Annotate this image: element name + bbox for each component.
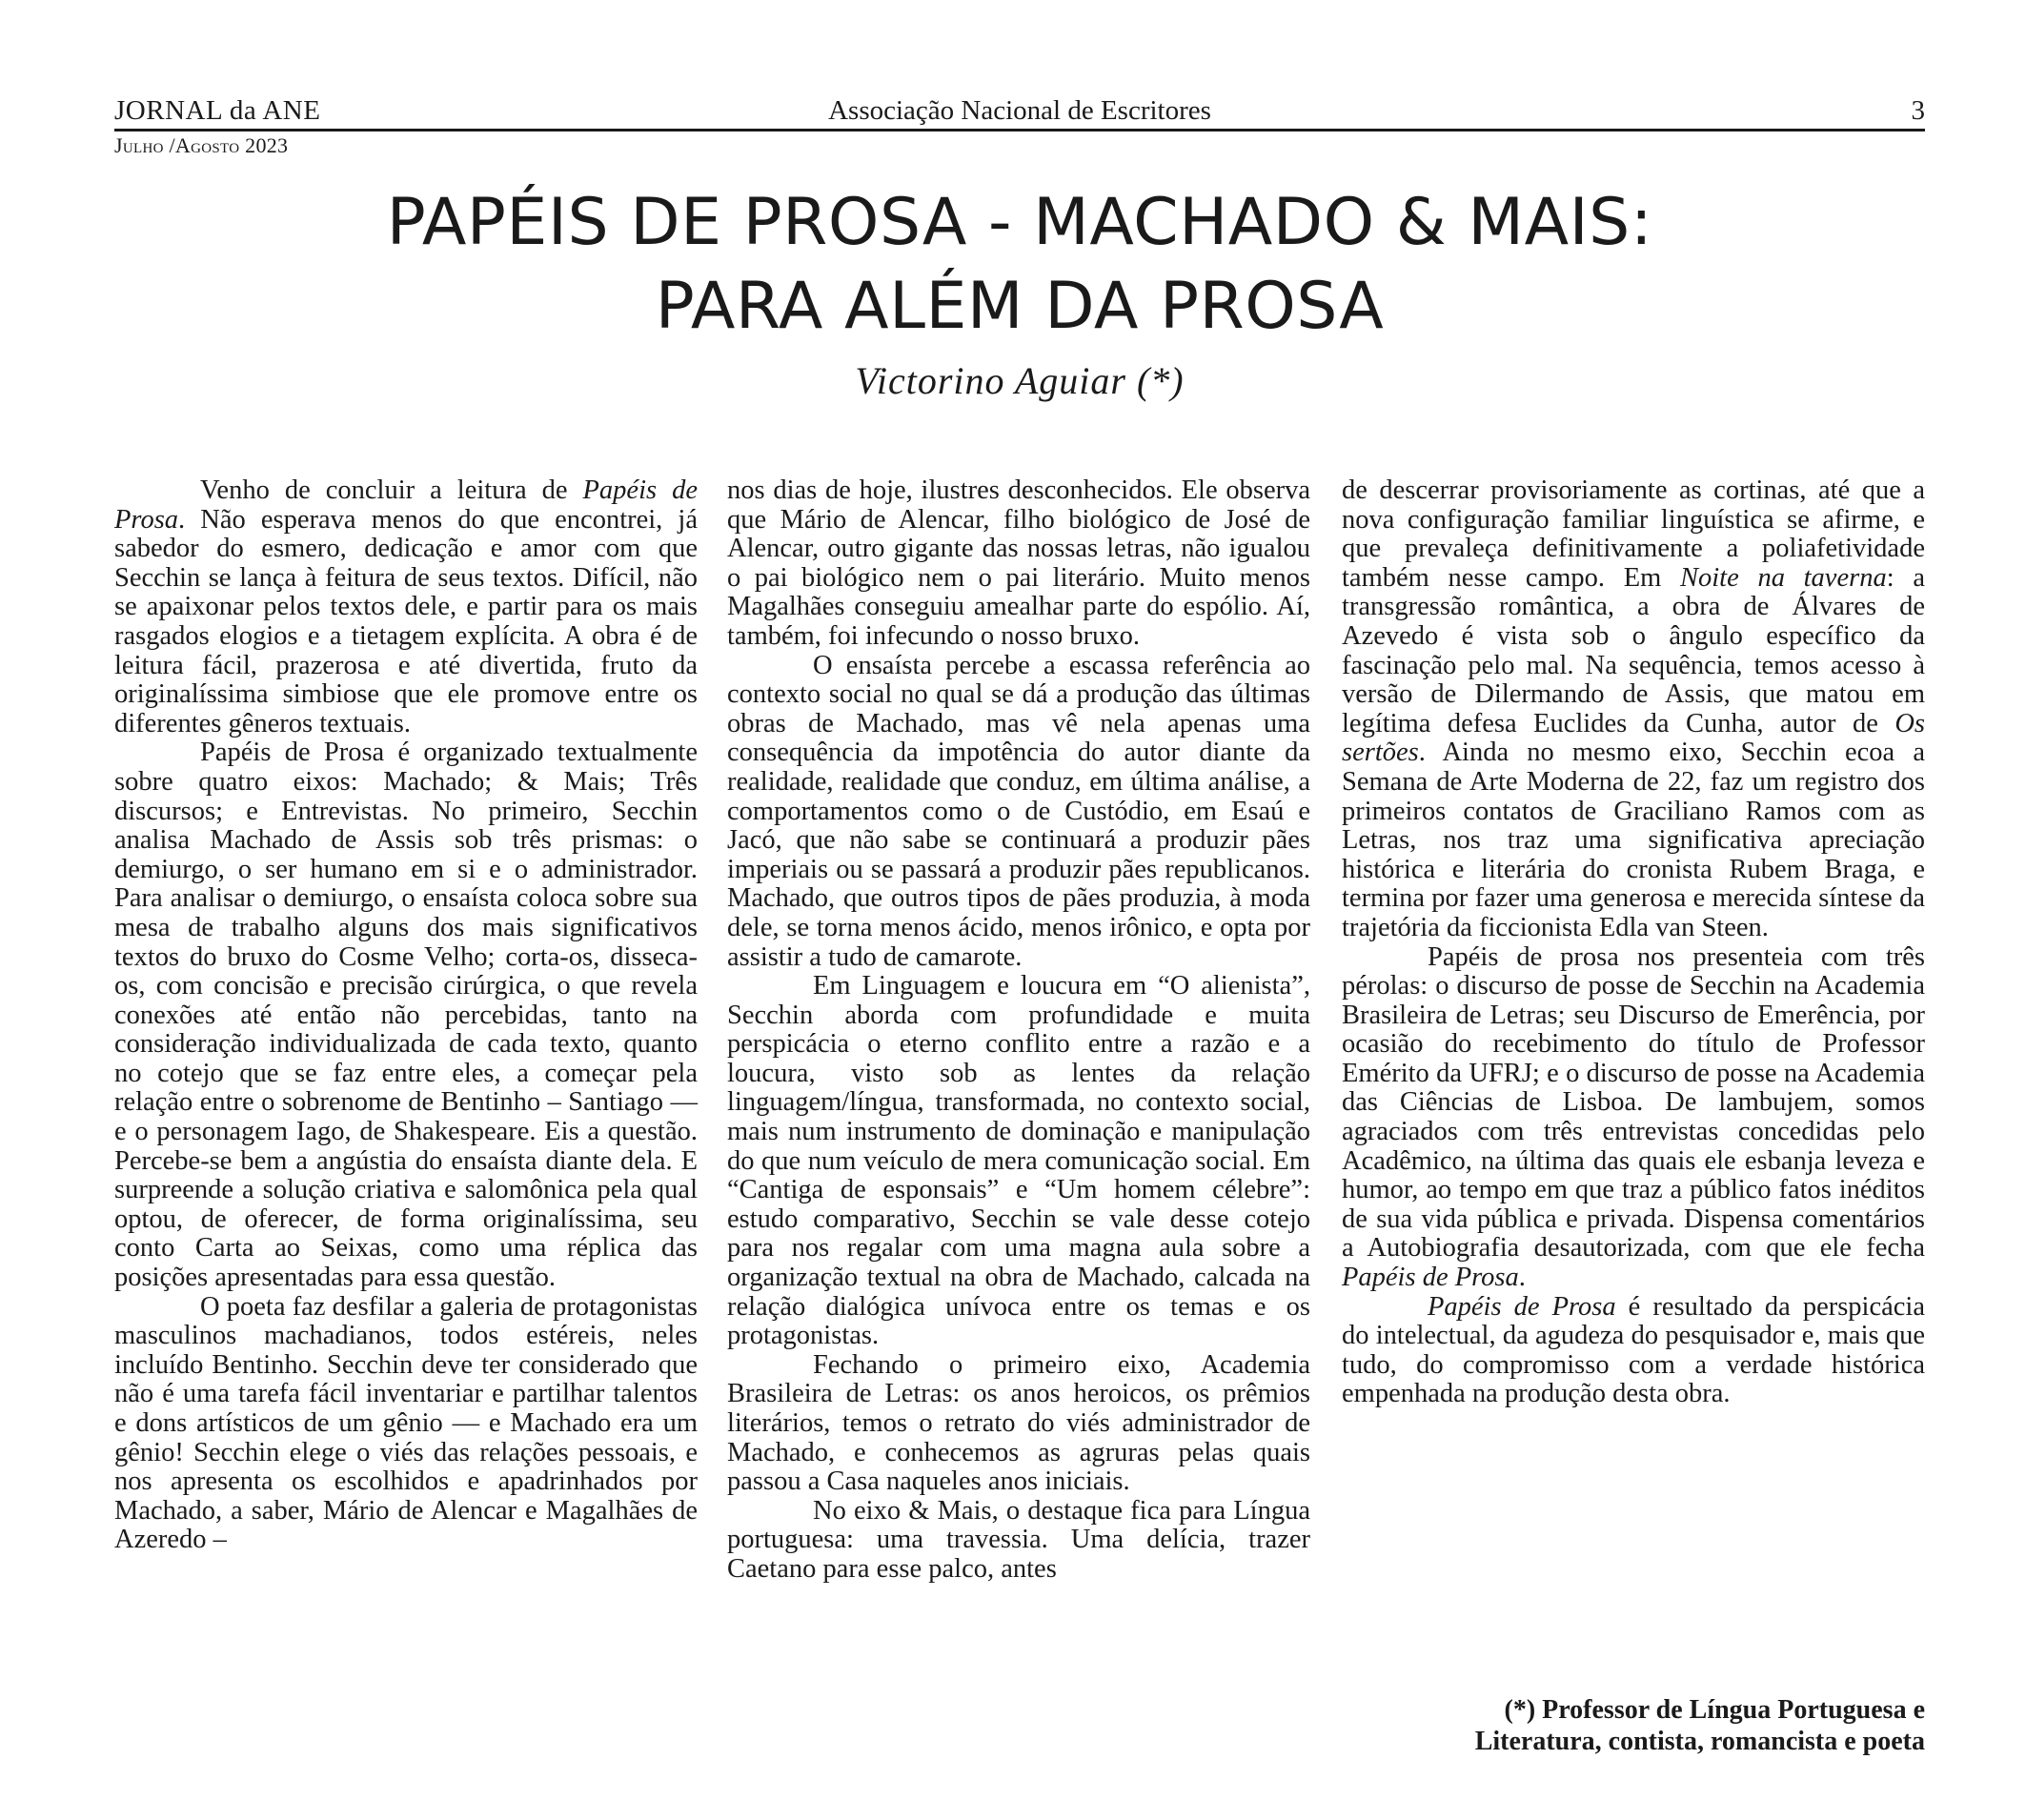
paragraph — [1342, 476, 1925, 943]
page-header — [114, 95, 1925, 128]
text-column-2 — [727, 476, 1310, 1585]
paragraph: O poeta faz desfilar a galeria de protagonistas masculinos machadianos, todos estéreis, neles incluído Bentinho. Secchin deve ter considerado que não é uma tarefa fácil inventariar e partilhar talentos e dons artísticos de um gênio — e Machado era um gênio! Secchin elege o viés das relações pessoais, e nos apresenta os escolhidos e apadrinhados por Machado, a saber, Mário de Alencar e Magalhães de Azeredo – — [114, 1291, 698, 1555]
paragraph — [1342, 943, 1925, 1293]
header-page-number: 3 — [1911, 95, 1925, 126]
text-run: . — [1518, 1263, 1526, 1293]
text-column-3 — [1342, 476, 1925, 1409]
text-run: de descerrar provisoriamente as cortinas, até que a nova configuração familiar linguística se afirme, e que prevaleça definitivamente a poliafetividade também nesse campo. Em — [1342, 475, 1925, 593]
text-run: : a transgressão romântica, a obra de Álvares de Azevedo é vista sob o ângulo específico da fascinação pelo mal. Na sequência, temos acesso à versão de Dilermando de Assis, que matou em legítima defesa Euclides da Cunha, autor de — [1342, 562, 1925, 738]
article-title-line1: PAPÉIS DE PROSA - MACHADO & MAIS: — [386, 185, 1653, 260]
article-byline: Victorino Aguiar (*) — [855, 359, 1185, 402]
italic-text: Noite na taverna — [1680, 562, 1887, 593]
text-run: Venho de concluir a leitura de — [200, 475, 583, 505]
italic-text: Papéis de Prosa — [1428, 1291, 1616, 1322]
paragraph: nos dias de hoje, ilustres desconhecidos. Ele observa que Mário de Alencar, filho biológico de José de Alencar, outro gigante das nossas letras, não igualou o pai biológico nem o pai literário. Muito menos Magalhães conseguiu amealhar parte do espólio. Aí, também, foi infecundo o nosso bruxo. — [727, 475, 1310, 651]
italic-text: Papéis de Prosa — [1342, 1263, 1519, 1293]
author-footnote — [1342, 1694, 1925, 1757]
paragraph — [114, 476, 698, 738]
footnote-line2: Literatura, contista, romancista e poeta — [1474, 1727, 1925, 1756]
italic-text: Os sertões — [1342, 708, 1925, 768]
text-run: . Ainda no mesmo eixo, Secchin ecoa a Semana de Arte Moderna de 22, faz um registro dos primeiros contatos de Graciliano Ramos com as Letras, nos traz uma significativa apreciação histórica e literária do cronista Rubem Braga, e termina por fazer uma generosa e merecida síntese da trajetória da ficcionista Edla van Steen. — [1342, 738, 1925, 942]
text-run: é resultado da perspicácia do intelectual, da agudeza do pesquisador e, mais que tudo, do compromisso com a verdade histórica empenhada na produção desta obra. — [1342, 1291, 1925, 1409]
article-title — [114, 181, 1925, 349]
footnote-line1: (*) Professor de Língua Portuguesa e — [1504, 1695, 1925, 1725]
paragraph: O ensaísta percebe a escassa referência ao contexto social no qual se dá a produção das últimas obras de Machado, mas vê nela apenas uma consequência da impotência do autor diante da realidade, realidade que conduz, em última análise, a comportamentos como o de Custódio, em Esaú e Jacó, que não sabe se continuará a produzir pães imperiais ou se passará a produzir pães republicanos. Machado, que outros tipos de pães produzia, à moda dele, se torna menos ácido, menos irônico, e opta por assistir a tudo de camarote. — [727, 650, 1310, 972]
header-association-name: Associação Nacional de Escritores — [828, 95, 1211, 126]
text-run: . Não esperava menos do que encontrei, já sabedor do esmero, dedicação e amor com que Secchin se lança à feitura de seus textos. Difícil, não se apaixonar pelos textos dele, e partir para os mais rasgados elogios e a tietagem explícita. A obra é de leitura fácil, prazerosa e até divertida, fruto da originalíssima simbiose que ele promove entre os diferentes gêneros textuais. — [114, 504, 698, 738]
paragraph: No eixo & Mais, o destaque fica para Língua portuguesa: uma travessia. Uma delícia, trazer Caetano para esse palco, antes — [727, 1495, 1310, 1584]
article-title-line2: PARA ALÉM DA PROSA — [655, 269, 1385, 344]
header-date: Julho /Agosto 2023 — [114, 133, 289, 157]
paragraph: Fechando o primeiro eixo, Academia Brasileira de Letras: os anos heroicos, os prêmios literários, temos o retrato do viés administrador de Machado, e conhecemos as agruras pelas quais passou a Casa naqueles anos iniciais. — [727, 1349, 1310, 1497]
italic-text: Papéis de Prosa — [114, 475, 698, 535]
header-journal-name: JORNAL da ANE — [114, 95, 321, 126]
paragraph: Papéis de Prosa é organizado textualmente sobre quatro eixos: Machado; & Mais; Três discursos; e Entrevistas. No primeiro, Secchin analisa Machado de Assis sob três prismas: o demiurgo, o ser humano em si e o administrador. Para analisar o demiurgo, o ensaísta coloca sobre sua mesa de trabalho alguns dos mais significativos textos do bruxo do Cosme Velho; corta-os, disseca-os, com concisão e precisão cirúrgica, o que revela conexões até então não percebidas, tanto na consideração individualizada de cada texto, quanto no cotejo que se faz entre eles, a começar pela relação entre o sobrenome de Bentinho – Santiago — e o personagem Iago, de Shakespeare. Eis a questão. Percebe-se bem a angústia do ensaísta diante dela. E surpreende a solução criativa e salomônica pela qual optou, de oferecer, de forma originalíssima, seu conto Carta ao Seixas, como uma réplica das posições apresentadas para essa questão. — [114, 738, 698, 1293]
text-column-1 — [114, 476, 698, 1555]
paragraph — [1342, 1293, 1925, 1409]
paragraph: Em Linguagem e loucura em “O alienista”, Secchin aborda com profundidade e muita perspicácia o eterno conflito entre a razão e a loucura, visto sob as lentes da relação linguagem/língua, transformada, no contexto social, mais num instrumento de dominação e manipulação do que num veículo de mera comunicação social. Em “Cantiga de esponsais” e “Um homem célebre”: estudo comparativo, Secchin se vale desse cotejo para nos regalar com uma magna aula sobre a organização textual na obra de Machado, calcada na relação dialógica unívoca entre os temas e os protagonistas. — [727, 971, 1310, 1351]
header-rule — [114, 129, 1925, 131]
text-run: Papéis de prosa nos presenteia com três pérolas: o discurso de posse de Secchin na Academia Brasileira de Letras; seu Discurso de Emerência, por ocasião do recebimento do título de Professor Emérito da UFRJ; e o discurso de posse na Academia das Ciências de Lisboa. De lambujem, somos agraciados com três entrevistas concedidas pelo Acadêmico, na última das quais ele esbanja leveza e humor, ao tempo em que traz a público fatos inéditos de sua vida pública e privada. Dispensa comentários a Autobiografia desautorizada, com que ele fecha — [1342, 941, 1925, 1264]
